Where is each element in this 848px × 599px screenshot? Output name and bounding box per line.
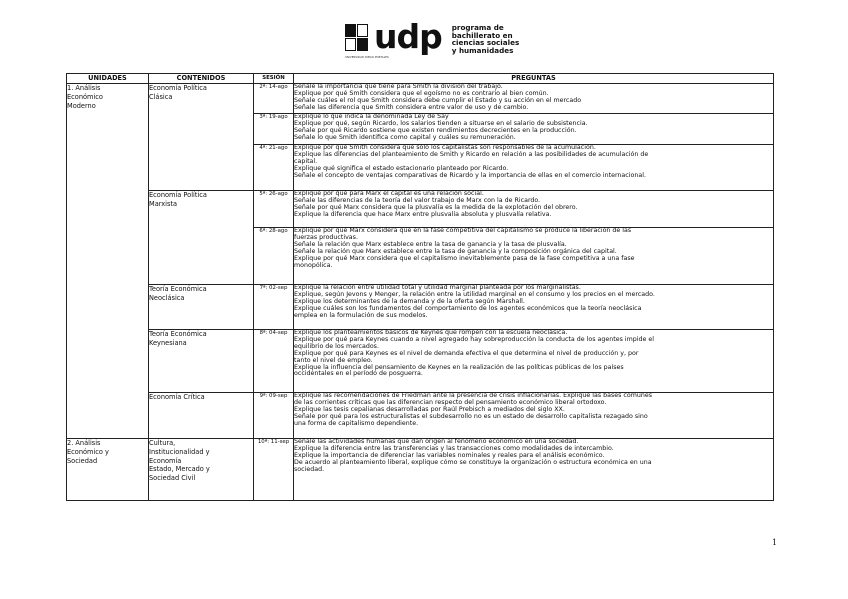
session-cell: 3ª: 19-ago xyxy=(254,114,294,145)
unit-cell: 2. Análisis Económico y Sociedad xyxy=(67,439,149,501)
questions-cell: Explique las recomendaciones de Friedman ante la presencia de crisis inflacionarias. Explique las bases comunes de las corrientes críticas que las diferencian respecto del pensamiento económico liberal ortodoxo. Explique las tesis cepalianas desarrolladas por Raúl Prebisch a mediados del siglo XX. Señale por qué para los estructuralistas el subdesarrollo no es un estado de desarrollo capitalista rezagado sino una forma de capitalismo dependiente. xyxy=(294,393,774,439)
table-row xyxy=(67,393,774,439)
content-cell: Teoría Económica Neoclásica xyxy=(149,285,254,330)
content-cell: Economía Crítica xyxy=(149,393,254,439)
content-cell: Cultura, Institucionalidad y Economía Estado, Mercado y Sociedad Civil xyxy=(149,439,254,501)
session-cell: 8ª: 04-sep xyxy=(254,330,294,393)
questions-cell: Explique por qué para Marx el capital es una relación social. Señale las diferencias de la teoría del valor trabajo de Marx con la de Ricardo. Señale por qué Marx considera que la plusvalía es la medida de la explotación del obrero. Explique la diferencia que hace Marx entre plusvalía absoluta y plusvalía relativa. xyxy=(294,191,774,228)
udp-logo: udp xyxy=(374,17,442,56)
session-cell: 2ª: 14-ago xyxy=(254,84,294,114)
table-row xyxy=(67,285,774,330)
table-row xyxy=(67,191,774,228)
questions-cell: Señale las actividades humanas que dan origen al fenómeno económico en una sociedad. Explique la diferencia entre las transferencias y las transacciones como modalidades de intercambio. Explique la importancia de diferenciar las variables nominales y reales para el análisis económico. De acuerdo al planteamiento liberal, explique cómo se constituye la organización o estructura económica en una sociedad. xyxy=(294,439,774,501)
session-cell: 9ª: 09-sep xyxy=(254,393,294,439)
table-header-row xyxy=(67,74,774,84)
content-cell: Teoría Económica Keynesiana xyxy=(149,330,254,393)
syllabus-table xyxy=(66,73,774,501)
session-cell: 4ª: 21-ago xyxy=(254,145,294,191)
questions-cell: Explique la relación entre utilidad total y utilidad marginal planteada por los marginalistas. Explique, según Jevons y Menger, la relación entre la utilidad marginal en el consumo y los precios en el mercado. Explique los determinantes de la demanda y de la oferta según Marshall. Explique cuáles son los fundamentos del comportamiento de los agentes económicos que la teoría neoclásica emplea en la formulación de sus modelos. xyxy=(294,285,774,330)
crest-caption: UNIVERSIDAD DIEGO PORTALES xyxy=(345,56,389,59)
unit-cell: 1. Análisis Económico Moderno xyxy=(67,84,149,439)
page-header xyxy=(345,17,520,62)
page-number: 1 xyxy=(772,538,778,547)
udp-crest-icon xyxy=(345,24,389,59)
header-sesion: SESIÓN xyxy=(254,74,294,84)
table-row xyxy=(67,439,774,501)
header-preguntas: PREGUNTAS xyxy=(294,74,774,84)
questions-cell: Explique los planteamientos básicos de Keynes que rompen con la escuela neoclásica. Explique por qué para Keynes cuando a nivel agregado hay sobreproducción la conducta de los agentes impide el equilibrio de los mercados. Explique por qué para Keynes es el nivel de demanda efectiva el que determina el nivel de producción y, por tanto el nivel de empleo. Explique la influencia del pensamiento de Keynes en la realización de las políticas públicas de los países occidentales en el período de posguerra. xyxy=(294,330,774,393)
session-cell: 5ª: 26-ago xyxy=(254,191,294,228)
header-contenidos: CONTENIDOS xyxy=(149,74,254,84)
questions-cell: Explique por qué Smith considera que sólo los capitalistas son responsables de la acumulación. Explique las diferencias del planteamiento de Smith y Ricardo en relación a las posibilidades de acumulación de capital. Explique qué significa el estado estacionario planteado por Ricardo. Señale el concepto de ventajas comparativas de Ricardo y la importancia de ellas en el comercio internacional. xyxy=(294,145,774,191)
session-cell: 6ª: 28-ago xyxy=(254,228,294,285)
questions-cell: Explique lo que indica la denominada Ley de Say Explique por qué, según Ricardo, los salarios tienden a situarse en el salario de subsistencia. Señale por qué Ricardo sostiene que existen rendimientos decrecientes en la producción. Señale lo que Smith identifica como capital y cuáles su remuneración. xyxy=(294,114,774,145)
session-cell: 7ª: 02-sep xyxy=(254,285,294,330)
table-row xyxy=(67,330,774,393)
questions-cell: Señale la importancia que tiene para Smith la división del trabajo. Explique por qué Smith considera que el egoísmo no es contrario al bien común. Señale cuáles el rol que Smith considera debe cumplir el Estado y su acción en el mercado Señale las diferencia que Smith considera entre valor de uso y de cambio. xyxy=(294,84,774,114)
content-cell: Economía Política Clásica xyxy=(149,84,254,191)
content-cell: Economía Política Marxista xyxy=(149,191,254,285)
questions-cell: Explique por qué Marx considera que en la fase competitiva del capitalismo se produce la liberación de las fuerzas productivas. Señale la relación que Marx establece entre la tasa de ganancia y la tasa de plusvalía. Señale la relación que Marx establece entre la tasa de ganancia y la composición orgánica del capital. Explique por qué Marx considera que el capitalismo inevitablemente pasa de la fase competitiva a una fase monopólica. xyxy=(294,228,774,285)
program-name: programa de bachillerato en ciencias sociales y humanidades xyxy=(451,23,520,55)
header-unidades: UNIDADES xyxy=(67,74,149,84)
table-row xyxy=(67,84,774,114)
session-cell: 10ª: 11-sep xyxy=(254,439,294,501)
